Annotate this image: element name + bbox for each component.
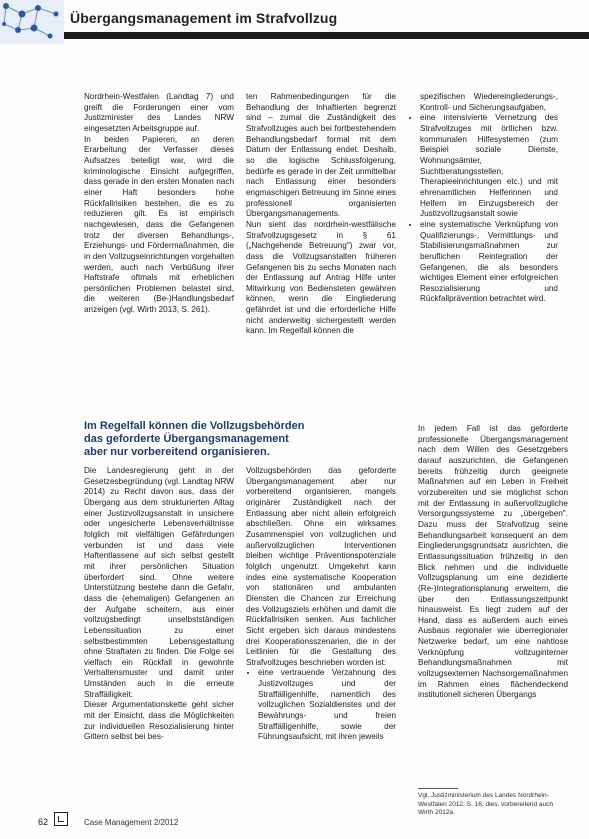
journal-icon <box>54 812 68 826</box>
column-1-bottom <box>84 466 234 743</box>
column-2-top <box>246 92 396 337</box>
paragraph: Die Landesregierung geht in der Gesetzesbegründung (vgl. Landtag NRW 2014) zu Recht davon aus, dass der Übergang aus dem strukturierten Alltag einer Justizvollzugsanstalt in unsichere oder ungesicherte Lebensverhältnisse folglich mit vielfältigen Gefährdungen verbunden ist und dass viele Haftentlassene auf sich selbst gestellt mit ihrer persönlichen Situation überfordert sind. Ohne weitere Unterstützung bestehe dann die Gefahr, dass die (ehemaligen) Gefangenen an der Aufgabe scheitern, aus einer vollzugsbedingt unselbstständigen Lebenssituation zu einer selbstbestimmten Lebensgestaltung ohne Straftaten zu finden. Die Folge sei vielfach ein Rückfall in gewohnte Verhaltensmuster und damit unter Umständen auch in die erneute Straffälligkeit. <box>84 466 234 699</box>
paragraph: spezifischen Wiedereingliederungs-, Kontroll- und Sicherungsaufgaben, <box>420 92 558 112</box>
footnote-rule <box>418 788 458 789</box>
paragraph: Nordrhein-Westfalen (Landtag 7) und greift die Forderungen einer vom Justizminister des Landes NRW eingesetzten Arbeitsgruppe auf. <box>84 92 234 133</box>
header-bar <box>64 32 589 39</box>
column-3-bottom <box>418 424 568 701</box>
page-header-title: Übergangsmanagement im Strafvollzug <box>70 10 338 26</box>
paragraph: Dieser Argumentationskette geht sicher mit der Einsicht, dass die Möglichkeiten zur individuellen Resozialisierung hinter Gittern selbst bei bes- <box>84 700 234 742</box>
pull-quote: Im Regelfall können die Vollzugsbehörden das geforderte Übergangsmanagement aber nur vorbereitend organisieren. <box>84 420 305 458</box>
column-2-bottom <box>246 466 396 743</box>
bullet-list <box>246 668 396 743</box>
journal-name: Case Management 2/2012 <box>84 818 179 827</box>
column-1-top <box>84 92 234 316</box>
list-item: • eine systematische Verknüpfung von Qualifizierungs-, Vermittlungs- und Stabilisierungsmaßnahmen zur beruflichen Reintegration der Gefangenen, die als besonders wichtiges Element einer erfolgreichen Resozialisierung und Rückfallprävention betrachtet wird. <box>420 220 558 305</box>
paragraph: In beiden Papieren, an deren Erarbeitung der Verfasser dieses Aufsatzes beteiligt war, wird die kriminologische Einsicht aufgegriffen, dass gerade in den ersten Monaten nach einer Haft besonders hohe Rückfallrisiken bestehen, die es zu reduzieren gilt. Es ist empirisch nachgewiesen, dass die Gefangenen trotz der diversen Behandlungs-, Erziehungs- und Fördermaßnahmen, die in den Vollzugseinrichtungen vorgehalten werden, auch nach Verbüßung ihrer Haftstrafe oftmals mit erheblichen persönlichen Problemen belastet sind, die weiteren (Be-)Handlungsbedarf anzeigen (vgl. Wirth 2013, S. 261). <box>84 134 234 315</box>
list-item: • eine vertrauende Verzahnung des Justizvollzuges und der Straffälligenhilfe, namentlich des vollzuglichen Sozialdienstes und der Bewährungs- und freien Straffälligenhilfe, sowie der Führungsaufsicht, mit ihren jeweils <box>258 668 396 743</box>
paragraph: Nun sieht das nordrhein-westfälische Strafvollzugsgesetz in § 61 („Nachgehende Betreuung") zwar vor, dass die Vollzugsanstalten früheren Gefangenen bis zu sechs Monaten nach der Entlassung auf Antrag Hilfe unter Mitwirkung von Bediensteten gewähren können, wenn die Eingliederung gefährdet ist und die erforderliche Hilfe nicht anderweitig sichergestellt werden kann. Im Regelfall können die <box>246 219 396 336</box>
bullet-list <box>408 113 558 305</box>
list-item: • eine intensivierte Vernetzung des Strafvollzuges mit örtlichen bzw. kommunalen Hilfesystemen (zum Beispiel soziale Dienste, Wohnungsämter, Suchtberatungsstellen, Therapieeinrichtungen etc.) und mit ehrenamtlichen Helferinnen und Helfern im Einzugsbereich der Justizvollzugsanstalt sowie <box>420 113 558 220</box>
paragraph: ten Rahmenbedingungen für die Behandlung der Inhaftierten begrenzt sind – zumal die Zuständigkeit des Strafvollzuges auch bei fortbestehendem Behandlungsbedarf formal mit dem Datum der Entlassung endet. Deshalb, so die logische Schlussfolgerung, bedürfe es gerade in der Zeit unmittelbar nach Entlassung einer besonders engmaschigen Betreuung im Sinne eines professionell organisierten Übergangsmanagements. <box>246 92 396 219</box>
paragraph: In jedem Fall ist das geforderte professionelle Übergangsmanagement nach dem Willen des Gesetzgebers darauf auszurichten, die Gefangenen bereits frühzeitig durch geeignete Maßnahmen auf ein Leben in Freiheit vorzubereiten und sie möglichst schon mit der Entlassung in außervollzugliche Versorgungssysteme zu „übergeben". Dazu muss der Strafvollzug seine Behandlungsarbeit konsequent an dem Eingliederungsgrundsatz ausrichten, die Entlassungssituation frühzeitig in den Blick nehmen und die individuelle Vollzugsplanung um eine dezidierte (Re-)Integrationsplanung erweitern, die über den Entlassungszeitpunkt hinausweist. Es liegt zudem auf der Hand, dass es außerdem auch eines Ausbaus regionaler wie überregionaler Netzwerke bedarf, um eine nahtlose Verknüpfung vollzuginterner Behandlungsmaßnahmen mit vollzugsexternen Nachsorgemaßnahmen im Rahmen eines flächendeckend institutionell sicheren Übergangs <box>418 424 568 700</box>
column-3-top <box>408 92 558 305</box>
paragraph: Vollzugsbehörden das geforderte Übergangsmanagement aber nur vorbereitend organisieren, mangels originärer Zuständigkeit nach der Entlassung aber nicht allein erfolgreich abschließen. Ohne ein wirksames Zusammenspiel von vollzuglichen und außervollzuglichen Interventionen bleiben wichtige Präventionspotenziale folglich ungenutzt. Umgekehrt kann indes eine systematische Kooperation von stationären und ambulanten Diensten die Chancen zur Erreichung des Vollzugsziels erhöhen und damit die Rückfallrisiken senken. Aus fachlicher Sicht ergeben sich daraus mindestens drei Kooperationsszenarien, die in der Leitlinien für die Gestaltung des Strafvollzuges beschrieben worden ist: <box>246 466 396 667</box>
footnote: Vgl. Justizministerium des Landes Nordrhein-Westfalen 2012, S. 16, dies. vorbereitend auch Wirth 2012a. <box>418 792 554 816</box>
network-logo-icon <box>0 0 64 44</box>
page-number: 62 <box>38 817 49 827</box>
